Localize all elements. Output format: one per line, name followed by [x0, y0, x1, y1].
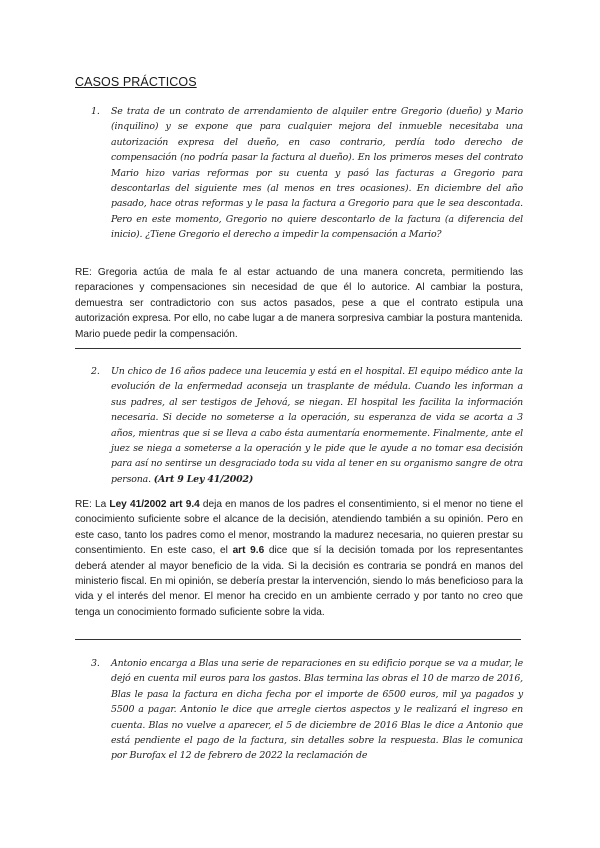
law-reference: art 9.6 [232, 545, 265, 557]
divider-line [75, 348, 521, 349]
case-2 [91, 364, 523, 487]
case-number: 2. [91, 366, 100, 377]
law-reference: Ley 41/2002 art 9.4 [109, 499, 200, 510]
case-3 [91, 656, 523, 764]
page-title: CASOS PRÁCTICOS [75, 75, 197, 89]
case-number: 1. [91, 106, 100, 117]
divider-line [75, 639, 521, 640]
case-1 [91, 104, 523, 243]
answer-text: dice que sí la decisión tomada por los representantes deberá atender al mayor beneficio de la vida. Si la decisión es contraria se pondrá en manos del ministerio fiscal. En mi opinión, se debería prestar la intervención, siendo lo más beneficioso para la vida y el interés del menor. El menor ha crecido en un ambiente cerrado y por tanto no creo que tenga un conocimiento formado suficiente sobre la vida. [75, 545, 523, 618]
answer-2 [75, 497, 523, 620]
case-citation: (Art 9 Ley 41/2002) [153, 473, 254, 485]
case-number: 3. [91, 658, 100, 669]
case-text [111, 364, 523, 487]
answer-text: deja en manos de los padres el consentimiento, si el menor no tiene el conocimiento suficiente sobre el alcance de la decisión, atendiendo también a su opinión. Pero en este caso, tanto los padres como el menor, mostrando la madurez necesaria, no quieren prestar su consentimiento. En este caso, el [75, 499, 523, 557]
answer-1: RE: Gregoria actúa de mala fe al estar actuando de una manera concreta, permitiendo las reparaciones y compensaciones sin necesidad de que él lo autorice. Al cambiar la postura, demuestra ser contradictorio con sus actos pasados, pese a que el contrato estipula una autorización expresa. Por ello, no cabe lugar a de manera sorpresiva cambiar la postura mantenida. Mario puede pedir la compensación. [75, 267, 523, 340]
answer-text: RE: La [75, 499, 110, 510]
case-text: Antonio encarga a Blas una serie de reparaciones en su edificio porque se va a mudar, le dejó en cuenta mil euros para los gastos. Blas termina las obras el 10 de marzo de 2016, Blas le pasa la factura en dicha fecha por el importe de 6500 euros, mil ya pagados y 5500 a pagar. Antonio le dice que arregle ciertos aspectos y le realizará el ingreso en cuenta. Blas no vuelve a aparecer, el 5 de diciembre de 2016 Blas le dice a Antonio que está pendiente el pago de la factura, sin detalles sobre la respuesta. Blas le comunica por Burofax el 12 de febrero de 2022 la reclamación de [111, 658, 523, 762]
case-text: Se trata de un contrato de arrendamiento de alquiler entre Gregorio (dueño) y Mario (inquilino) y se expone que para cualquier mejora del inmueble necesitaba una autorización expresa del dueño, en caso contrario, perdía todo derecho de compensación (no podría pasar la factura al dueño). En los primeros meses del contrato Mario hizo varias reformas por su cuenta y pasó las facturas a Gregorio para descontarlas del siguiente mes (al menos en tres ocasiones). En diciembre del año pasado, hace otras reformas y le pasa la factura a Gregorio para que le sea descontada. Pero en este momento, Gregorio no quiere descontarlo de la factura (a diferencia del inicio). ¿Tiene Gregorio el derecho a impedir la compensación a Mario? [111, 106, 523, 241]
case-text-body: Un chico de 16 años padece una leucemia y está en el hospital. El equipo médico ante la evolución de la enfermedad aconseja un trasplante de médula. Cuando les informan a sus padres, al ser testigos de Jehová, se niegan. El hospital les facilita la información necesaria. Si decide no someterse a la operación, su esperanza de vida se acorta a 3 años, mientras que si se lleva a cabo ésta aumentaría enormemente. Finalmente, ante el juez se niega a someterse a la operación y le pide que le ayude a no tomar esa decisión para así no sentirse un desgraciado toda su vida al tener en su organismo sangre de otra persona. [111, 366, 523, 485]
